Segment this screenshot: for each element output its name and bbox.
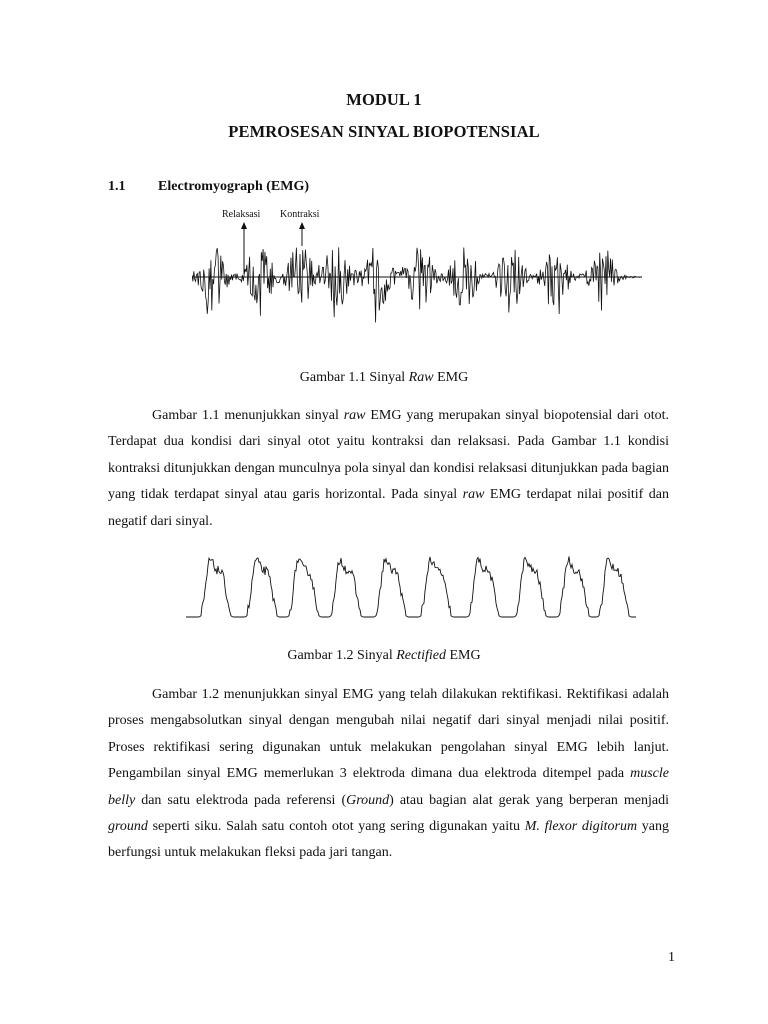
section-title: Electromyograph (EMG)	[158, 179, 309, 194]
page-number: 1	[668, 950, 675, 965]
paragraph-rectified-emg: Gambar 1.2 menunjukkan sinyal EMG yang telah dilakukan rektifikasi. Rektifikasi adalah proses mengabsolutkan sinyal dengan mengubah nilai negatif dari sinyal menjadi nilai positif. Proses rektifikasi sering digunakan untuk melakukan pengolahan sinyal EMG lebih lanjut. Pengambilan sinyal EMG memerlukan 3 elektroda dimana dua elektroda ditempel pada muscle belly dan satu elektroda pada referensi (Ground) atau bagian alat gerak yang berperan menjadi ground seperti siku. Salah satu contoh otot yang sering digunakan yaitu M. flexor digitorum yang berfungsi untuk melakukan fleksi pada jari tangan.	[108, 687, 670, 861]
paragraph-raw-emg: Gambar 1.1 menunjukkan sinyal raw EMG yang merupakan sinyal biopotensial dari otot. Terdapat dua kondisi dari sinyal otot yaitu kontraksi dan relaksasi. Pada Gambar 1.1 kondisi kontraksi ditunjukkan dengan munculnya pola sinyal dan kondisi relaksasi ditunjukkan pada bagian yang tidak terdapat sinyal atau garis horizontal. Pada sinyal raw EMG terdapat nilai positif dan negatif dari sinyal.	[108, 408, 669, 529]
section-heading	[108, 179, 309, 195]
figure2-caption: Gambar 1.2 Sinyal Rectified EMG	[287, 648, 481, 663]
raw-emg-figure	[192, 206, 642, 361]
raw-emg-signal	[192, 247, 642, 322]
module-title: PEMROSESAN SINYAL BIOPOTENSIAL	[228, 122, 540, 141]
label-relaksasi: Relaksasi	[222, 209, 261, 220]
rectified-emg-signal	[186, 556, 636, 617]
rectified-emg-figure	[186, 544, 636, 621]
arrow-relaksasi	[241, 222, 247, 274]
section-number: 1.1	[108, 179, 126, 194]
figure1-caption: Gambar 1.1 Sinyal Raw EMG	[299, 370, 469, 385]
module-heading: MODUL 1	[346, 90, 422, 109]
arrow-kontraksi	[299, 222, 305, 246]
label-kontraksi: Kontraksi	[280, 209, 320, 220]
